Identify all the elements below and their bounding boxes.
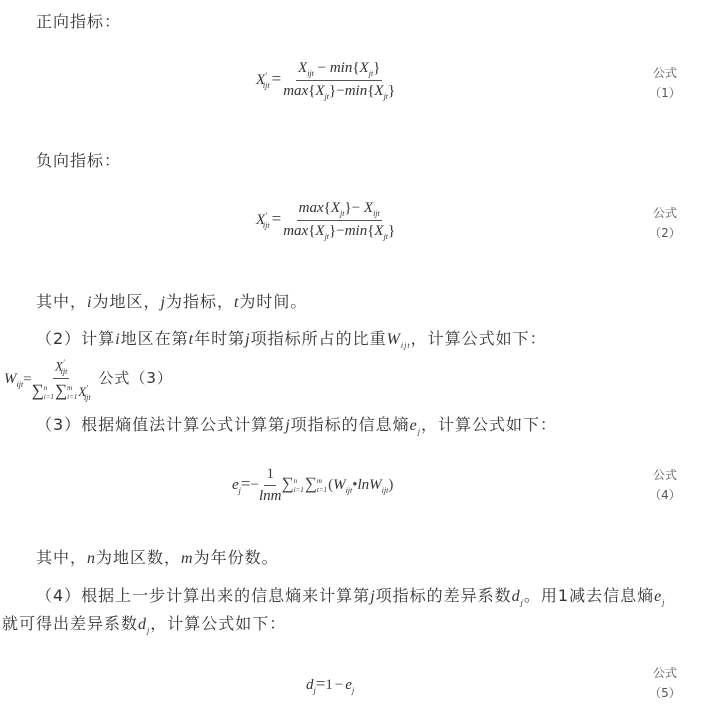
formula-2-fraction: $\frac{\max\{X_{jt}\}- X_{ijt}}{\max\{X_{jt}\}-\min\{X_{jt}\}}$ <box>283 200 396 241</box>
formula-1-lhs: $X'_{ijt}$ <box>256 70 270 90</box>
formula-3: $W_{ijt}=$ $X'_{ijt}$ ∑ n i=1 ∑ m i=1 $X'_{ijt}$ 公式（3） <box>4 358 173 402</box>
step-3-text: （3）根据熵值法计算公式计算第j项指标的信息熵$e_j$，计算公式如下： <box>36 415 558 437</box>
step-4-text-line1: （4）根据上一步计算出来的信息熵来计算第j项指标的差异系数$d_j$。用1减去信息熵$e_j$ <box>36 586 666 608</box>
formula-1: $X'_{ijt}$ = $\frac{X_{ijt} - \min\{X_{jt}\}}{\max\{X_{jt}\}-\min\{X_{jt}\}}$ <box>256 60 396 101</box>
formula-4: $e_j=-$ $\frac{1}{\ln m}$ ∑ n i=1 ∑ m t=1 $(W_{ijt}•\ln W_{ijt})$ <box>232 466 394 504</box>
step-2-text: （2）计算i地区在第t年时第j项指标所占的比重$W_{ijt}$，计算公式如下： <box>36 329 547 351</box>
negative-indicator-heading: 负向指标： <box>36 151 122 170</box>
formula-2-label: 公式 （2） <box>649 206 681 240</box>
definition-nm: 其中，n为地区数，m为年份数。 <box>36 548 279 567</box>
formula-1-label: 公式 （1） <box>649 66 681 100</box>
positive-indicator-heading: 正向指标： <box>36 12 122 31</box>
formula-5-label: 公式 （5） <box>649 666 681 700</box>
formula-2: $X'_{ijt}$ = $\frac{\max\{X_{jt}\}- X_{ijt}}{\max\{X_{jt}\}-\min\{X_{jt}\}}$ <box>256 200 396 241</box>
step-4-text-line2: 就可得出差异系数$d_j$，计算公式如下： <box>2 614 287 636</box>
definition-ijt: 其中，i为地区，j为指标，t为时间。 <box>36 292 308 311</box>
formula-3-label: 公式（3） <box>98 369 173 388</box>
formula-5: $d_j=1 - e_j$ <box>306 674 355 695</box>
formula-3-fraction: $X'_{ijt}$ ∑ n i=1 ∑ m i=1 $X'_{ijt}$ <box>31 358 91 402</box>
formula-1-fraction: $\frac{X_{ijt} - \min\{X_{jt}\}}{\max\{X_{jt}\}-\min\{X_{jt}\}}$ <box>283 60 396 101</box>
formula-4-label: 公式 （4） <box>649 468 681 502</box>
